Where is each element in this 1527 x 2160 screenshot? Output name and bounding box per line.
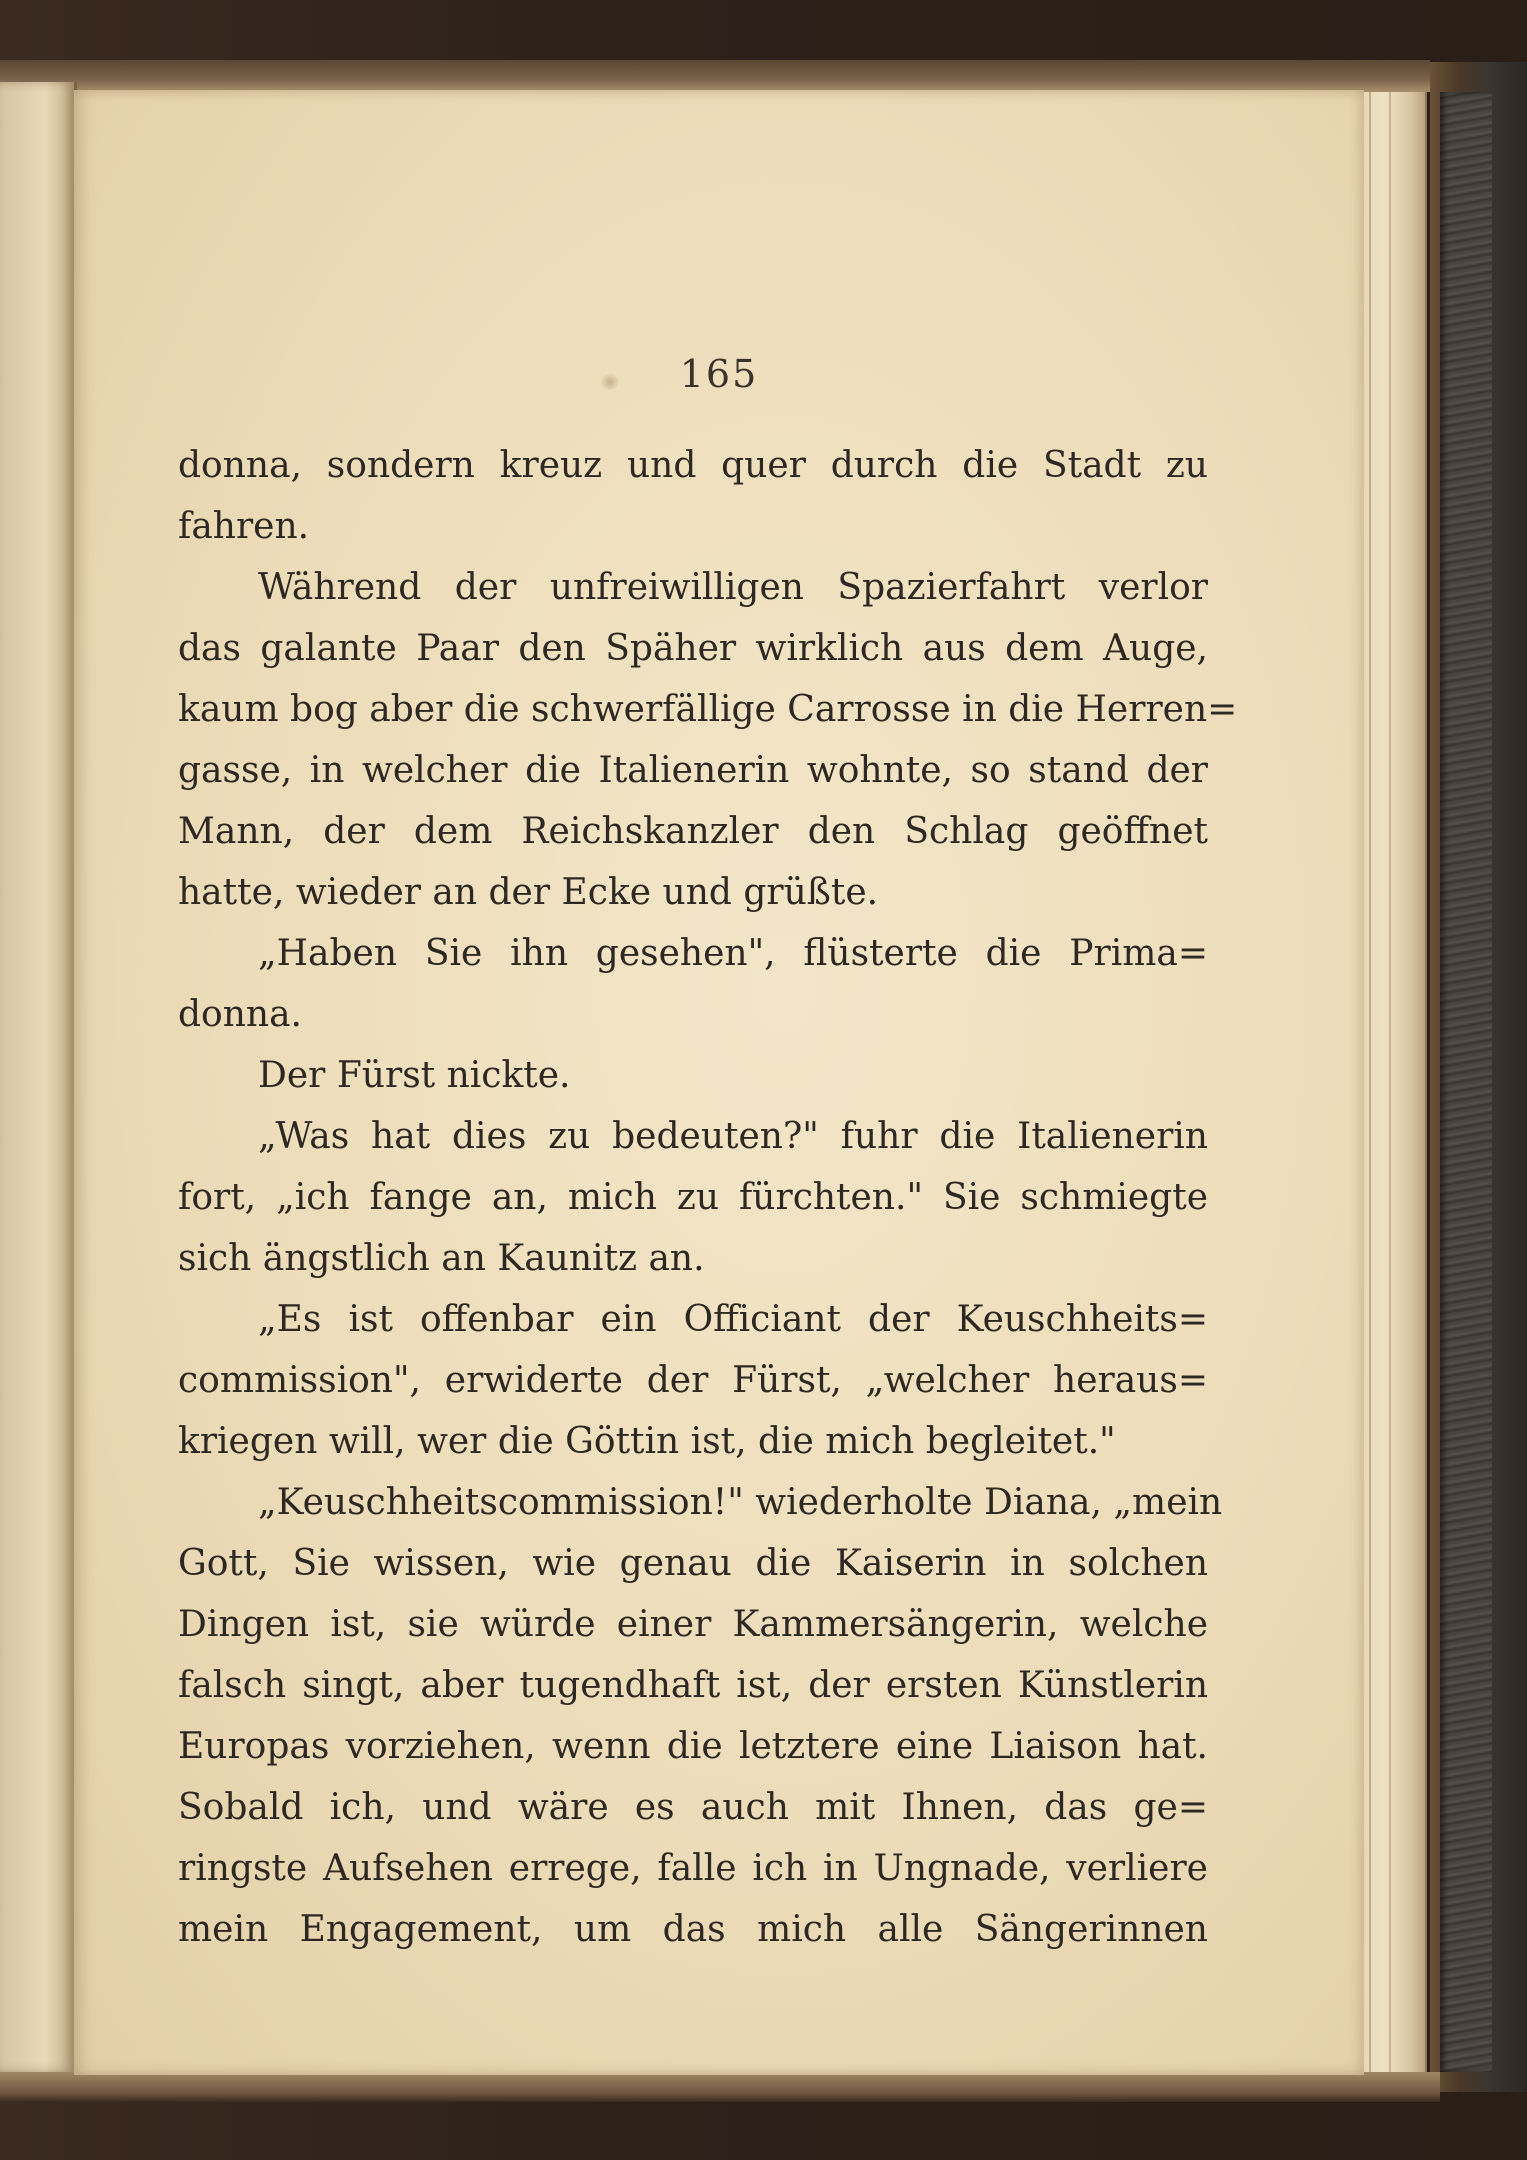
book-top-edge (0, 60, 1430, 92)
text-line: Der Fürst nickte. (258, 1055, 571, 1096)
page-number: 165 (679, 352, 759, 396)
text-line: kaum bog aber die schwerfällige Carrosse in die Herren= (178, 689, 1238, 730)
text-line: Europas vorziehen, wenn die letztere eine Liaison hat. (178, 1726, 1208, 1767)
text-line: Während der unfreiwilligen Spazierfahrt verlor (258, 567, 1208, 608)
book-page (74, 90, 1364, 2075)
body-text (178, 435, 1238, 1960)
page-stack (1355, 92, 1427, 2072)
text-line: „Haben Sie ihn gesehen", flüsterte die Prima= (258, 933, 1208, 974)
text-line: gasse, in welcher die Italienerin wohnte, so stand der (178, 750, 1208, 791)
text-line: Gott, Sie wissen, wie genau die Kaiserin in solchen (178, 1543, 1208, 1584)
text-line: kriegen will, wer die Göttin ist, die mich begleitet." (178, 1421, 1116, 1462)
text-line: Sobald ich, und wäre es auch mit Ihnen, das ge= (178, 1787, 1208, 1828)
text-line: „Keuschheitscommission!" wiederholte Diana, „mein (258, 1482, 1223, 1523)
text-line: ringste Aufsehen errege, falle ich in Ungnade, verliere (178, 1848, 1208, 1889)
cover-board (1440, 92, 1492, 2072)
text-line: commission", erwiderte der Fürst, „welcher heraus= (178, 1360, 1208, 1401)
text-line: sich ängstlich an Kaunitz an. (178, 1238, 705, 1279)
left-page-edge (0, 82, 77, 2072)
text-line: das galante Paar den Späher wirklich aus dem Auge, (178, 628, 1208, 669)
text-line: mein Engagement, um das mich alle Sängerinnen (178, 1909, 1208, 1950)
text-line: „Es ist offenbar ein Officiant der Keuschheits= (258, 1299, 1208, 1340)
text-line: donna. (178, 994, 302, 1035)
text-line: donna, sondern kreuz und quer durch die Stadt zu (178, 445, 1208, 486)
text-line: Dingen ist, sie würde einer Kammersängerin, welche (178, 1604, 1208, 1645)
text-line: falsch singt, aber tugendhaft ist, der ersten Künstlerin (178, 1665, 1208, 1706)
text-line: fahren. (178, 506, 310, 547)
text-line: fort, „ich fange an, mich zu fürchten." Sie schmiegte (178, 1177, 1208, 1218)
book-bottom-edge (0, 2072, 1440, 2102)
text-line: Mann, der dem Reichskanzler den Schlag geöffnet (178, 811, 1208, 852)
text-line: „Was hat dies zu bedeuten?" fuhr die Italienerin (258, 1116, 1208, 1157)
text-line: hatte, wieder an der Ecke und grüßte. (178, 872, 879, 913)
